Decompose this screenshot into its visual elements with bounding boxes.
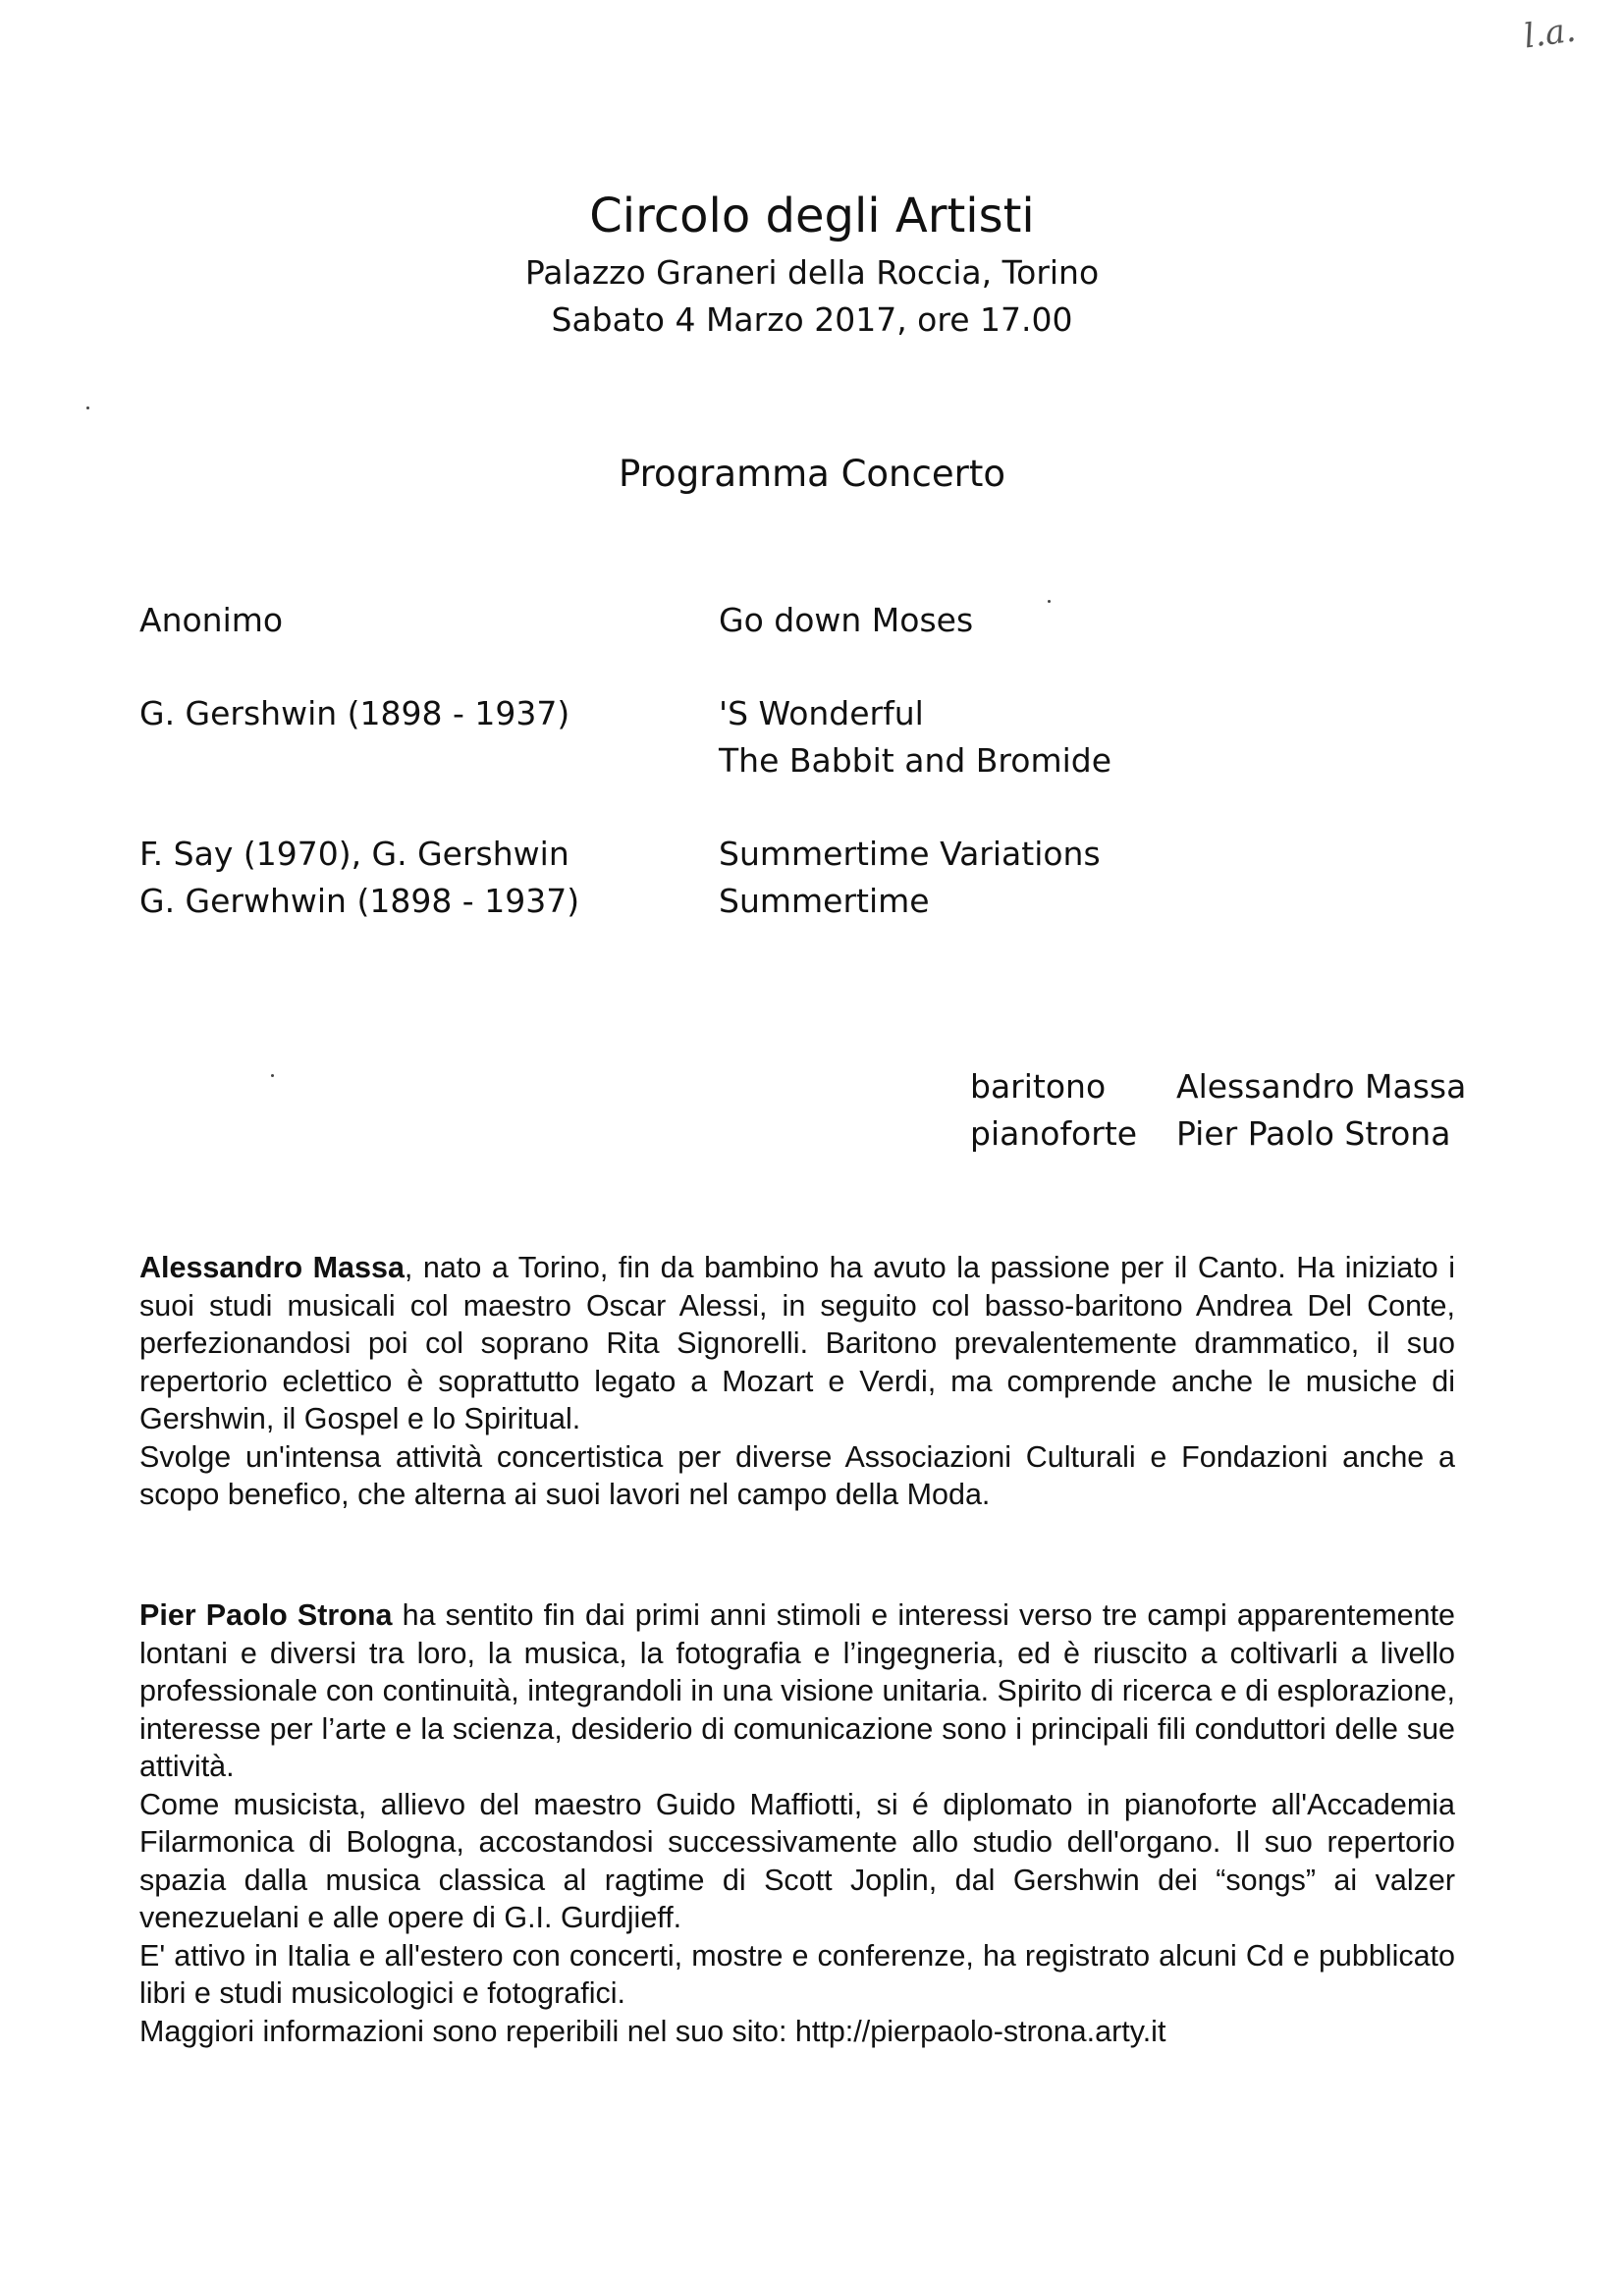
bio-paragraph: Come musicista, allievo del maestro Guido Maffiotti, si é diplomato in pianoforte all'Accademia Filarmonica di Bologna, accostandosi successivamente allo studio dell'organo. Il suo repertorio spazia dalla musica classica al ragtime di Scott Joplin, dal Gershwin dei “songs” ai valzer venezuelani e alle opere di G.I. Gurdjieff. (139, 1787, 1455, 1934)
program-item (139, 831, 1494, 925)
bio-paragraph: E' attivo in Italia e all'estero con concerti, mostre e conferenze, ha registrato alcuni Cd e pubblicato libri e studi musicologici e fotografici. (139, 1938, 1455, 2010)
bio-name: Pier Paolo Strona (139, 1598, 393, 1632)
performer-name: Pier Paolo Strona (1176, 1114, 1451, 1153)
bio-paragraph (139, 1249, 1455, 1438)
venue-line: Palazzo Graneri della Roccia, Torino (524, 253, 1100, 292)
scan-speck (271, 1074, 274, 1077)
composer-name: F. Say (1970), G. Gershwin (139, 835, 569, 873)
scan-speck (86, 406, 89, 409)
bio-text: ha sentito fin dai primi anni stimoli e interessi verso tre campi apparentemente lontani e diversi tra loro, la musica, la fotografia e l’ingegneria, ed è riuscito a coltivarli a livello professionale con continuità, integrandoli in una visione unitaria. Spirito di ricerca e di esplorazione, interesse per l’arte e la scienza, desiderio di comunicazione sono i principali fili conduttori delle sue attività. (139, 1598, 1456, 1783)
performer-role: pianoforte (970, 1114, 1138, 1153)
bio-paragraph: Maggiori informazioni sono reperibili nel suo sito: http://pierpaolo-strona.arty.it (139, 2014, 1166, 2048)
composer-name: G. Gershwin (1898 - 1937) (139, 694, 570, 732)
piece-title: The Babbit and Bromide (719, 741, 1112, 780)
bio-paragraph: Svolge un'intensa attività concertistica per diverse Associazioni Culturali e Fondazioni anche a scopo benefico, che alterna ai suoi lavori nel campo della Moda. (139, 1439, 1455, 1511)
bio-paragraph (139, 1596, 1455, 1786)
composer-cell (139, 597, 719, 644)
page-title: Circolo degli Artisti (589, 189, 1035, 243)
composer-cell (139, 690, 719, 784)
composer-name: Anonimo (139, 601, 284, 639)
piece-title: Summertime (719, 882, 930, 920)
handwritten-mark: l.a. (1521, 10, 1579, 57)
performer-row (970, 1110, 1466, 1158)
date-time-line: Sabato 4 Marzo 2017, ore 17.00 (551, 300, 1073, 339)
program-item (139, 597, 1494, 644)
performer-role: baritono (970, 1067, 1107, 1106)
bio-massa (139, 1249, 1455, 1514)
piece-title: Summertime Variations (719, 835, 1101, 873)
piece-cell (719, 831, 1465, 925)
program-heading: Programma Concerto (619, 453, 1005, 495)
piece-cell (719, 690, 1465, 784)
performer-name: Alessandro Massa (1176, 1067, 1467, 1106)
program-item (139, 690, 1494, 784)
composer-cell (139, 831, 719, 925)
performers-list (970, 1063, 1466, 1158)
bio-strona (139, 1596, 1455, 2050)
piece-title: Go down Moses (719, 601, 974, 639)
program-list (139, 597, 1494, 925)
piece-cell (719, 597, 1465, 644)
composer-name: G. Gerwhwin (1898 - 1937) (139, 882, 580, 920)
bio-name: Alessandro Massa (139, 1251, 405, 1284)
piece-title: 'S Wonderful (719, 694, 924, 732)
bio-text: , nato a Torino, fin da bambino ha avuto la passione per il Canto. Ha iniziato i suoi studi musicali col maestro Oscar Alessi, in seguito col basso-baritono Andrea Del Conte, perfezionandosi poi col soprano Rita Signorelli. Baritono prevalentemente drammatico, il suo repertorio eclettico è soprattutto legato a Mozart e Verdi, ma comprende anche le musiche di Gershwin, il Gospel e lo Spiritual. (139, 1251, 1456, 1435)
performer-row (970, 1063, 1466, 1110)
